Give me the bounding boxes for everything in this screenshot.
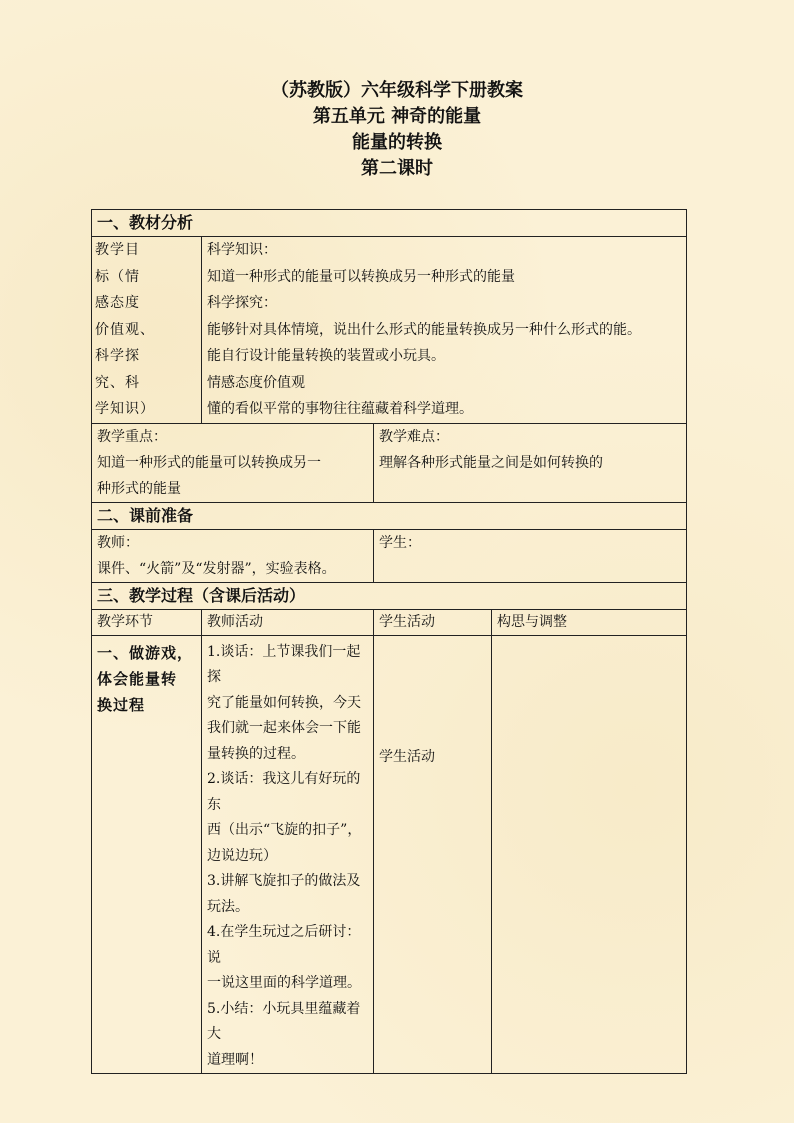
teacher-activity-line: 西（出示“飞旋的扣子”， [207, 822, 362, 838]
col-header-adjust: 构思与调整 [492, 609, 687, 635]
step-title-line: 换过程 [97, 695, 146, 714]
section-heading-analysis: 一、教材分析 [92, 210, 687, 237]
teacher-activity-line: 一说这里面的科学道理。 [207, 975, 361, 991]
difficulties-text: 理解各种形式能量之间是如何转换的 [379, 454, 603, 471]
step-title-line: 一、做游戏， [97, 643, 194, 662]
student-activity-cell [374, 635, 492, 1074]
teacher-activity-line: 4.在学生玩过之后研讨：说 [207, 924, 361, 966]
goal-line: 能自行设计能量转换的装置或小玩具。 [207, 348, 445, 364]
teacher-label: 教师： [97, 534, 139, 551]
goal-line: 懂的看似平常的事物往往蕴藏着科学道理。 [207, 401, 473, 417]
teacher-activity-line: 道理啊！ [207, 1051, 263, 1068]
teacher-activity-line: 边说边玩） [207, 847, 277, 864]
col-header-stage: 教学环节 [92, 609, 202, 635]
goals-content [202, 237, 687, 424]
document-titles [0, 78, 794, 182]
key-points-label: 教学重点： [97, 428, 167, 445]
difficulties-cell [374, 423, 687, 502]
difficulties-label: 教学难点： [379, 428, 449, 445]
key-points-line: 种形式的能量 [97, 480, 181, 497]
teacher-activity-line: 1.谈话：上节课我们一起探 [207, 643, 361, 685]
adjustment-cell [492, 635, 687, 1074]
teacher-activity-cell [202, 635, 374, 1074]
section-heading-process: 三、教学过程（含课后活动） [92, 582, 687, 609]
goal-line: 情感态度价值观 [207, 374, 305, 391]
section-heading-preparation: 二、课前准备 [92, 502, 687, 529]
col-header-teacher: 教师活动 [202, 609, 374, 635]
doc-title: （苏教版）六年级科学下册教案 [271, 80, 523, 101]
key-points-line: 知道一种形式的能量可以转换成另一 [97, 454, 321, 471]
period-title: 第二课时 [361, 158, 433, 179]
teacher-items: 课件、“火箭”及“发射器”，实验表格。 [97, 560, 336, 577]
teacher-activity-line: 我们就一起来体会一下能 [207, 720, 361, 736]
goals-label: 教学目 标（情 感态度 价值观、 科学探 究、科 学知识） [95, 242, 155, 417]
goal-line: 科学知识： [207, 242, 277, 258]
goals-label-cell [92, 237, 202, 424]
unit-title: 第五单元 神奇的能量 [312, 106, 482, 127]
step-title-line: 体会能量转 [97, 669, 178, 688]
student-label: 学生： [379, 534, 421, 551]
teacher-activity-line: 玩法。 [207, 898, 249, 915]
teacher-activity-line: 2.谈话：我这儿有好玩的东 [207, 771, 361, 813]
teacher-prep-cell [92, 529, 374, 582]
goal-line: 能够针对具体情境，说出什么形式的能量转换成另一种什么形式的能。 [207, 321, 641, 338]
teacher-activity-line: 3.讲解飞旋扣子的做法及 [207, 873, 361, 889]
col-header-student: 学生活动 [374, 609, 492, 635]
goal-line: 知道一种形式的能量可以转换成另一种形式的能量 [207, 268, 515, 285]
lesson-plan-table [91, 209, 687, 1074]
step-title-cell [92, 635, 202, 1074]
goal-line: 科学探究： [207, 295, 277, 311]
teacher-activity-line: 究了能量如何转换，今天 [207, 694, 361, 711]
teacher-activity-line: 5.小结：小玩具里蕴藏着大 [207, 1000, 361, 1042]
lesson-title: 能量的转换 [352, 132, 442, 153]
key-points-cell [92, 423, 374, 502]
student-prep-cell [374, 529, 687, 582]
teacher-activity-line: 量转换的过程。 [207, 745, 305, 762]
student-activity-text: 学生活动 [379, 748, 435, 765]
